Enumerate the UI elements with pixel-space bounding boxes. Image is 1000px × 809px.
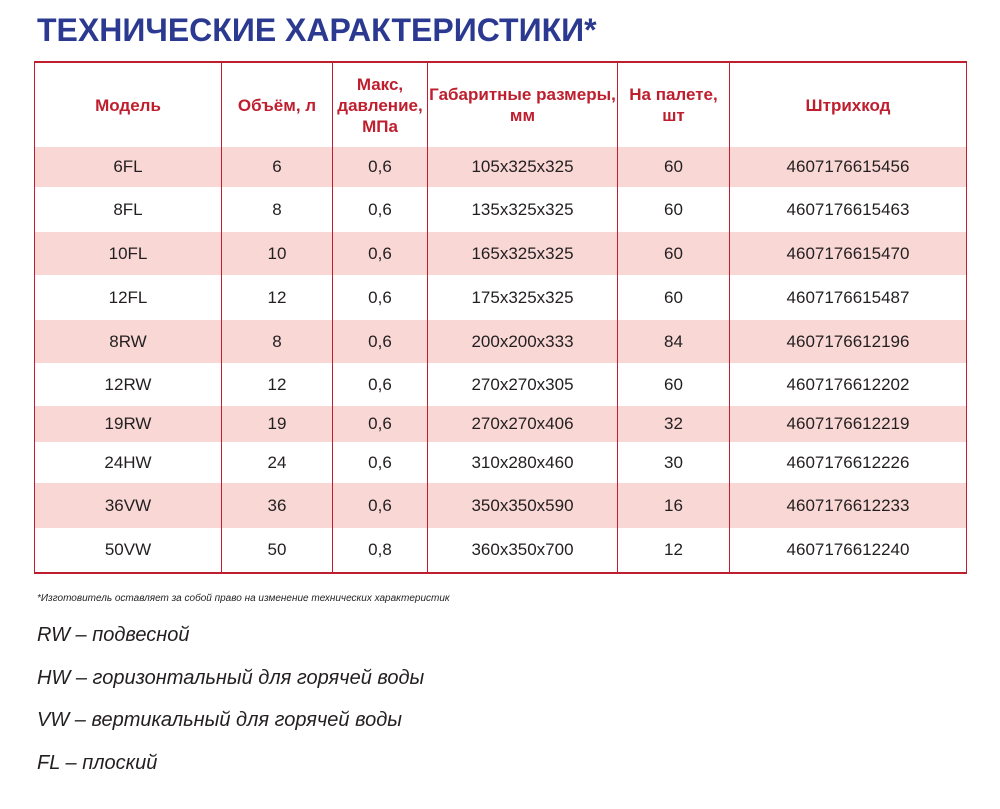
table-row [35,320,967,363]
cell-volume: 10 [222,232,333,275]
cell-barcode: 4607176615470 [730,232,967,275]
cell-per-pallet: 60 [618,147,730,187]
cell-barcode: 4607176612219 [730,406,967,442]
cell-volume: 6 [222,147,333,187]
table-row [35,363,967,406]
cell-volume: 24 [222,442,333,483]
cell-pressure: 0,6 [333,406,428,442]
cell-volume: 8 [222,187,333,232]
cell-volume: 12 [222,363,333,406]
cell-pressure: 0,8 [333,528,428,573]
footnote: *Изготовитель оставляет за собой право на изменение технических характеристик [37,593,450,604]
cell-model: 19RW [35,406,222,442]
cell-barcode: 4607176612240 [730,528,967,573]
cell-model: 8FL [35,187,222,232]
table-row [35,528,967,573]
cell-dimensions: 350x350x590 [428,483,618,528]
cell-per-pallet: 60 [618,232,730,275]
cell-pressure: 0,6 [333,442,428,483]
table-row [35,442,967,483]
legend-item-fl: FL – плоский [37,752,158,774]
header-per-pallet: На палете, шт [618,62,730,147]
table-row [35,232,967,275]
legend-item-rw: RW – подвесной [37,624,190,646]
cell-barcode: 4607176615456 [730,147,967,187]
header-model: Модель [35,62,222,147]
table-row [35,483,967,528]
cell-per-pallet: 16 [618,483,730,528]
cell-model: 10FL [35,232,222,275]
cell-pressure: 0,6 [333,187,428,232]
legend-item-vw: VW – вертикальный для горячей воды [37,709,402,731]
cell-volume: 8 [222,320,333,363]
cell-barcode: 4607176612226 [730,442,967,483]
cell-per-pallet: 60 [618,187,730,232]
cell-volume: 50 [222,528,333,573]
cell-per-pallet: 60 [618,275,730,320]
cell-model: 8RW [35,320,222,363]
cell-per-pallet: 32 [618,406,730,442]
cell-model: 12FL [35,275,222,320]
table-header-row [35,62,967,147]
header-barcode: Штрихкод [730,62,967,147]
cell-volume: 36 [222,483,333,528]
cell-dimensions: 310x280x460 [428,442,618,483]
table-row [35,406,967,442]
cell-pressure: 0,6 [333,232,428,275]
cell-barcode: 4607176615463 [730,187,967,232]
cell-model: 36VW [35,483,222,528]
cell-dimensions: 175x325x325 [428,275,618,320]
cell-per-pallet: 30 [618,442,730,483]
cell-barcode: 4607176612233 [730,483,967,528]
cell-model: 6FL [35,147,222,187]
cell-pressure: 0,6 [333,363,428,406]
header-volume: Объём, л [222,62,333,147]
table-row [35,275,967,320]
cell-dimensions: 200x200x333 [428,320,618,363]
cell-dimensions: 105x325x325 [428,147,618,187]
cell-model: 24HW [35,442,222,483]
page-title: ТЕХНИЧЕСКИЕ ХАРАКТЕРИСТИКИ* [37,12,597,48]
cell-volume: 19 [222,406,333,442]
cell-barcode: 4607176615487 [730,275,967,320]
cell-dimensions: 270x270x406 [428,406,618,442]
cell-pressure: 0,6 [333,275,428,320]
cell-barcode: 4607176612202 [730,363,967,406]
cell-pressure: 0,6 [333,483,428,528]
cell-dimensions: 270x270x305 [428,363,618,406]
cell-dimensions: 135x325x325 [428,187,618,232]
legend-item-hw: HW – горизонтальный для горячей воды [37,667,425,689]
table-row [35,187,967,232]
cell-per-pallet: 84 [618,320,730,363]
cell-dimensions: 165x325x325 [428,232,618,275]
table-row [35,147,967,187]
cell-model: 50VW [35,528,222,573]
cell-barcode: 4607176612196 [730,320,967,363]
cell-per-pallet: 12 [618,528,730,573]
cell-dimensions: 360x350x700 [428,528,618,573]
cell-pressure: 0,6 [333,147,428,187]
cell-volume: 12 [222,275,333,320]
header-dimensions: Габаритные размеры, мм [428,62,618,147]
cell-pressure: 0,6 [333,320,428,363]
cell-per-pallet: 60 [618,363,730,406]
specifications-table [34,61,967,574]
header-max-pressure: Макс, давление, МПа [333,62,428,147]
cell-model: 12RW [35,363,222,406]
